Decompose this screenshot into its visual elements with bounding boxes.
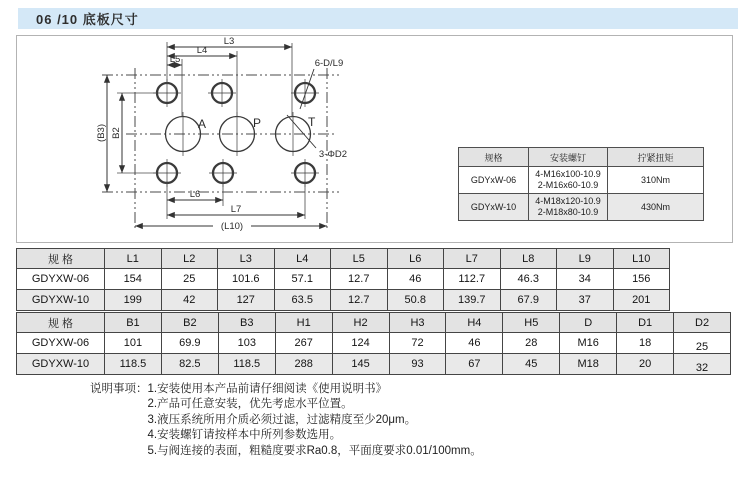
dim-label-l7: L7 <box>230 204 242 215</box>
dim-label-l10: (L10) <box>220 221 244 232</box>
value-cell: 101.6 <box>218 269 275 290</box>
section-title-bar <box>18 8 738 29</box>
note-item: 1.安装使用本产品前请仔细阅读《使用说明书》 <box>147 383 388 395</box>
plate-outline <box>102 68 340 229</box>
col-header: D1 <box>617 313 674 333</box>
spec-cell: GDYxW-10 <box>459 194 529 221</box>
table-header-row <box>17 249 670 269</box>
spec-cell: GDYXW-06 <box>17 269 105 290</box>
col-header: B2 <box>161 313 218 333</box>
notes-label: 说明事项： <box>90 383 148 395</box>
col-header: H5 <box>503 313 560 333</box>
d2-value: 32 <box>695 362 709 374</box>
value-cell: 63.5 <box>274 290 331 311</box>
value-cell: 28 <box>503 333 560 354</box>
value-cell <box>674 354 731 375</box>
value-cell: 267 <box>275 333 332 354</box>
torque-row-10 <box>459 194 704 221</box>
dim-label-b2: B2 <box>111 127 122 139</box>
value-cell: 112.7 <box>444 269 501 290</box>
value-cell: 127 <box>218 290 275 311</box>
spec-cell: GDYXW-06 <box>17 333 105 354</box>
torque-table-header-row <box>459 148 704 167</box>
value-cell: 20 <box>617 354 674 375</box>
screw-spec-line: 4-M18x120-10.9 <box>535 196 601 206</box>
value-cell: 12.7 <box>331 290 388 311</box>
col-header: L1 <box>105 249 162 269</box>
table-row <box>17 354 731 375</box>
col-header: H1 <box>275 313 332 333</box>
value-cell: 199 <box>105 290 162 311</box>
torque-cell: 430Nm <box>608 194 704 221</box>
value-cell: 46.3 <box>500 269 557 290</box>
col-header: L2 <box>161 249 218 269</box>
note-item: 4.安装螺钉请按样本中所列参数选用。 <box>147 429 342 442</box>
width-height-dimensions-table <box>16 312 731 375</box>
dim-label-l4: L4 <box>196 45 208 56</box>
value-cell: 46 <box>446 333 503 354</box>
torque-col-screws: 安装螺钉 <box>529 148 608 167</box>
note-item: 2.产品可任意安装，优先考虑水平位置。 <box>147 398 353 411</box>
dim-label-l5: L5 <box>169 54 181 65</box>
spec-cell: GDYXW-10 <box>17 354 105 375</box>
technical-drawing <box>90 36 355 238</box>
screws-cell <box>529 167 608 194</box>
value-cell: 25 <box>161 269 218 290</box>
value-cell: 57.1 <box>274 269 331 290</box>
col-header: H3 <box>389 313 446 333</box>
note-item: 5.与阀连接的表面，粗糙度要求Ra0.8，平面度要求0.01/100mm。 <box>147 444 482 457</box>
col-header: H2 <box>332 313 389 333</box>
value-cell: 34 <box>557 269 614 290</box>
d2-value: 25 <box>695 341 709 353</box>
torque-cell: 310Nm <box>608 167 704 194</box>
value-cell: 145 <box>332 354 389 375</box>
screw-spec-line: 2-M16x60-10.9 <box>537 180 599 190</box>
screw-spec-line: 4-M16x100-10.9 <box>535 169 601 179</box>
value-cell: 288 <box>275 354 332 375</box>
leader-lines <box>287 69 316 148</box>
value-cell: 101 <box>105 333 162 354</box>
dim-label-b3: (B3) <box>96 124 107 142</box>
value-cell: M18 <box>560 354 617 375</box>
value-cell: 118.5 <box>218 354 275 375</box>
value-cell: 37 <box>557 290 614 311</box>
notes-items <box>148 382 482 459</box>
value-cell: 45 <box>503 354 560 375</box>
dim-label-l3: L3 <box>223 36 235 47</box>
value-cell: 124 <box>332 333 389 354</box>
value-cell: M16 <box>560 333 617 354</box>
value-cell: 201 <box>613 290 670 311</box>
col-header: 规 格 <box>17 249 105 269</box>
col-header: B3 <box>218 313 275 333</box>
col-header: L7 <box>444 249 501 269</box>
torque-col-torque: 拧紧扭矩 <box>608 148 704 167</box>
table-row <box>17 269 670 290</box>
table-row <box>17 333 731 354</box>
torque-col-spec: 规格 <box>459 148 529 167</box>
torque-row-06 <box>459 167 704 194</box>
value-cell: 18 <box>617 333 674 354</box>
value-cell: 46 <box>387 269 444 290</box>
note-item: 3.液压系统所用介质必须过滤，过滤精度至少20μm。 <box>147 413 417 426</box>
col-header: D2 <box>674 313 731 333</box>
value-cell: 12.7 <box>331 269 388 290</box>
col-header: H4 <box>446 313 503 333</box>
value-cell: 82.5 <box>161 354 218 375</box>
col-header: L5 <box>331 249 388 269</box>
value-cell: 69.9 <box>161 333 218 354</box>
value-cell: 154 <box>105 269 162 290</box>
value-cell: 67.9 <box>500 290 557 311</box>
col-header: L10 <box>613 249 670 269</box>
value-cell: 42 <box>161 290 218 311</box>
spec-cell: GDYxW-06 <box>459 167 529 194</box>
value-cell: 103 <box>218 333 275 354</box>
dim-label-l6: L6 <box>189 189 201 200</box>
port-label-t: T <box>308 115 316 129</box>
col-header: L9 <box>557 249 614 269</box>
value-cell: 50.8 <box>387 290 444 311</box>
page-title: 06 /10 底板尺寸 <box>36 12 139 27</box>
port-label-p: P <box>253 116 262 130</box>
dimension-lines <box>107 47 327 226</box>
callout-bolt-holes: 6-D/L9 <box>314 58 344 69</box>
length-dimensions-table <box>16 248 670 311</box>
value-cell: 139.7 <box>444 290 501 311</box>
value-cell: 118.5 <box>105 354 162 375</box>
value-cell: 67 <box>446 354 503 375</box>
col-header: 规 格 <box>17 313 105 333</box>
col-header: L3 <box>218 249 275 269</box>
notes-section <box>90 382 482 459</box>
screws-cell <box>529 194 608 221</box>
port-label-a: A <box>198 117 207 131</box>
spec-cell: GDYXW-10 <box>17 290 105 311</box>
value-cell: 93 <box>389 354 446 375</box>
bolt-holes <box>153 79 319 187</box>
col-header: D <box>560 313 617 333</box>
col-header: L4 <box>274 249 331 269</box>
drawing-panel <box>16 35 733 243</box>
col-header: B1 <box>105 313 162 333</box>
callout-port-holes: 3-ΦD2 <box>318 149 348 160</box>
screw-spec-line: 2-M18x80-10.9 <box>537 207 599 217</box>
table-row <box>17 290 670 311</box>
value-cell: 156 <box>613 269 670 290</box>
value-cell: 72 <box>389 333 446 354</box>
col-header: L6 <box>387 249 444 269</box>
col-header: L8 <box>500 249 557 269</box>
table-header-row <box>17 313 731 333</box>
torque-table <box>458 147 704 221</box>
value-cell <box>674 333 731 354</box>
